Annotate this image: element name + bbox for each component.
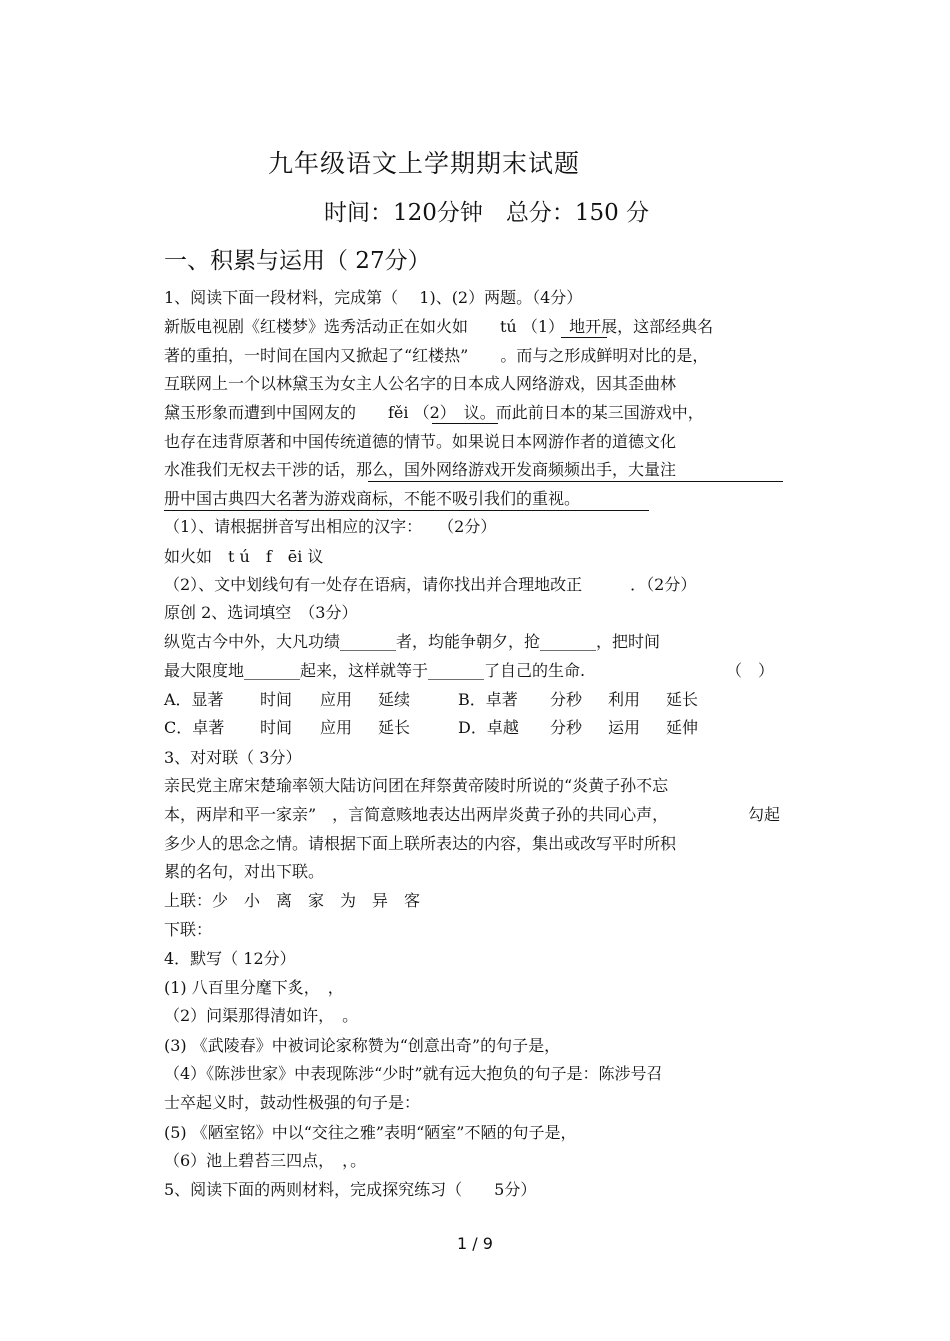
option-b: B．卓著 [458,690,518,709]
recitation-item: （6）池上碧苔三四点， ，。 [164,1151,367,1170]
option-word: 时间 [260,718,293,737]
option-word: 延长 [378,718,411,737]
pinyin-line: 如火如 t ú f ēi 议 [164,547,324,566]
option-word: 利用 [608,690,641,709]
option-word: 延续 [378,690,411,709]
couplet-lower: 下联： [164,920,213,939]
passage-line: 新版电视剧《红楼梦》选秀活动正在如火如 tú （1） 地开展，这部经典名 [164,317,714,336]
option-word: 延伸 [666,718,699,737]
option-d: D．卓越 [458,718,519,737]
option-word: 运用 [608,718,641,737]
passage-line: 黛玉形象而遭到中国网友的 fěi （2） 议。而此前日本的某三国游戏中， [164,403,704,422]
recitation-item: （2）问渠那得清如许， 。 [164,1006,359,1025]
option-c: C．卓著 [164,718,225,737]
question-line: 累的名句，对出下联。 [164,862,325,881]
passage-line: 互联网上一个以林黛玉为女主人公名字的日本成人网络游戏，因其歪曲林 [164,374,677,393]
answer-bracket: （ ） [726,661,775,680]
passage-line: 著的重拍，一时间在国内又掀起了“红楼热” 。而与之形成鲜明对比的是， [164,346,709,365]
sentence-underline [164,510,649,511]
exam-info: 时间：120分钟 总分：150 分 [324,200,650,226]
question-4-heading: 4．默写（ 12分） [164,949,296,968]
sub-question: （2）、文中划线句有一处存在语病，请你找出并合理地改正 ．（2分） [164,575,697,594]
option-word: 延长 [666,690,699,709]
option-word: 时间 [260,690,293,709]
option-word: 应用 [320,690,353,709]
question-line: 最大限度地_______起来，这样就等于_______了自己的生命. [164,661,586,680]
passage-line: 水准我们无权去干涉的话，那么，国外网络游戏开发商频频出手，大量注 [164,460,677,479]
question-3-heading: 3、对对联（ 3分） [164,748,302,767]
blank-underline [432,423,498,424]
question-line: 本，两岸和平一家亲” ，言简意赅地表达出两岸炎黄子孙的共同心声， [164,805,669,824]
recitation-item: (5) 《陋室铭》中以“交往之雅”表明“陋室”不陋的句子是， [164,1123,577,1142]
recitation-item: 士卒起义时，鼓动性极强的句子是： [164,1093,421,1112]
option-word: 分秒 [550,718,583,737]
recitation-item: （4）《陈涉世家》中表现陈涉“少时”就有远大抱负的句子是：陈涉号召 [164,1064,663,1083]
question-line-end: 勾起 [748,805,781,824]
sub-question: （1）、请根据拼音写出相应的汉字： （2分） [164,517,497,536]
question-1-heading: 1、阅读下面一段材料，完成第（ 1)、(2）两题。（4分） [164,288,583,307]
recitation-item: (1) 八百里分麾下炙， ， [164,978,344,997]
option-row [164,690,698,710]
blank-underline [561,337,607,338]
question-5-heading: 5、阅读下面的两则材料，完成探究练习（ 5分） [164,1180,537,1199]
sentence-underline [368,481,783,482]
question-line: 亲民党主席宋楚瑜率领大陆访问团在拜祭黄帝陵时所说的“炎黄子孙不忘 [164,776,669,795]
option-word: 应用 [320,718,353,737]
option-word: 分秒 [550,690,583,709]
passage-line: 也存在违背原著和中国传统道德的情节。如果说日本网游作者的道德文化 [164,432,677,451]
page-number: 1 / 9 [457,1234,493,1253]
question-line: 纵览古今中外，大凡功绩_______者，均能争朝夕，抢_______，把时间 [164,632,661,651]
recitation-item: (3) 《武陵春》中被词论家称赞为“创意出奇”的句子是， [164,1036,561,1055]
question-2-heading: 原创 2、选词填空 （3分） [164,603,358,622]
option-row [164,718,698,738]
passage-line: 册中国古典四大名著为游戏商标，不能不吸引我们的重视。 [164,489,581,508]
question-line: 多少人的思念之情。请根据下面上联所表达的内容，集出或改写平时所积 [164,834,677,853]
option-a: A．显著 [164,690,224,709]
section-heading: 一、积累与运用（ 27分） [164,248,431,274]
couplet-upper: 上联：少 小 离 家 为 异 客 [164,891,421,910]
page-title: 九年级语文上学期期末试题 [268,149,581,178]
